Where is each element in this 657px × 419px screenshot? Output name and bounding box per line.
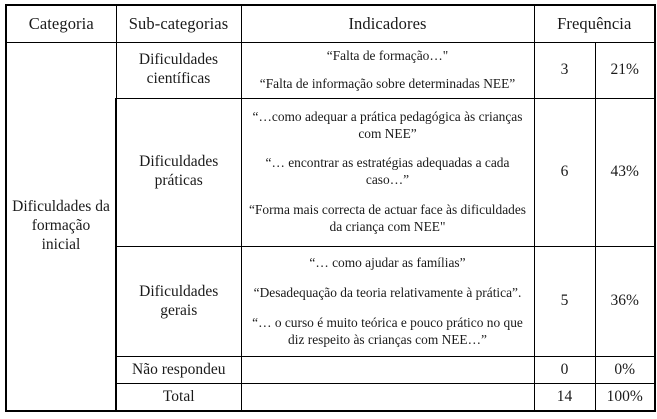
table-row xyxy=(6,43,655,99)
count-cell: 6 xyxy=(534,98,595,246)
count-cell: 3 xyxy=(534,43,595,99)
count-cell: 14 xyxy=(534,384,595,411)
subcategory-cell: Total xyxy=(116,384,241,411)
indicator-list xyxy=(246,48,530,93)
indicator-item: “Falta de informação sobre determinadas NEE” xyxy=(259,75,516,91)
indicator-item: “… o curso é muito teórica e pouco prático no que diz respeito às crianças com NEE…” xyxy=(252,314,523,347)
header-categoria: Categoria xyxy=(6,5,116,43)
header-indicadores: Indicadores xyxy=(241,5,534,43)
indicator-list xyxy=(246,109,530,236)
indicators-cell-empty xyxy=(241,357,534,384)
header-row xyxy=(6,5,655,43)
subcategory-cell: Dificuldades práticas xyxy=(116,98,241,246)
count-cell: 0 xyxy=(534,357,595,384)
count-cell: 5 xyxy=(534,246,595,356)
indicator-item: “…como adequar a prática pedagógica às crianças com NEE” xyxy=(252,108,523,141)
frequency-table xyxy=(5,4,656,412)
header-frequencia: Frequência xyxy=(534,5,655,43)
indicator-list xyxy=(246,255,530,349)
percent-cell: 100% xyxy=(595,384,655,411)
indicator-item: “Forma mais correcta de actuar face às dificuldades da criança com NEE" xyxy=(249,202,526,235)
indicators-cell xyxy=(241,43,534,99)
indicator-item: “… encontrar as estratégias adequadas a cada caso…” xyxy=(265,155,510,188)
indicator-item: “… como ajudar as famílias” xyxy=(309,254,466,270)
indicators-cell xyxy=(241,98,534,246)
subcategory-cell: Não respondeu xyxy=(116,357,241,384)
header-subcategorias: Sub-categorias xyxy=(116,5,241,43)
table-header xyxy=(6,5,655,43)
subcategory-cell: Dificuldades científicas xyxy=(116,43,241,99)
table-body xyxy=(6,43,655,412)
percent-cell: 36% xyxy=(595,246,655,356)
percent-cell: 43% xyxy=(595,98,655,246)
indicator-item: “Falta de formação…" xyxy=(326,47,449,63)
indicators-cell-empty xyxy=(241,384,534,411)
percent-cell: 21% xyxy=(595,43,655,99)
indicators-cell xyxy=(241,246,534,356)
subcategory-cell: Dificuldades gerais xyxy=(116,246,241,356)
indicator-item: “Desadequação da teoria relativamente à prática”. xyxy=(253,284,522,300)
percent-cell: 0% xyxy=(595,357,655,384)
category-cell: Dificuldades da formação inicial xyxy=(6,43,116,412)
